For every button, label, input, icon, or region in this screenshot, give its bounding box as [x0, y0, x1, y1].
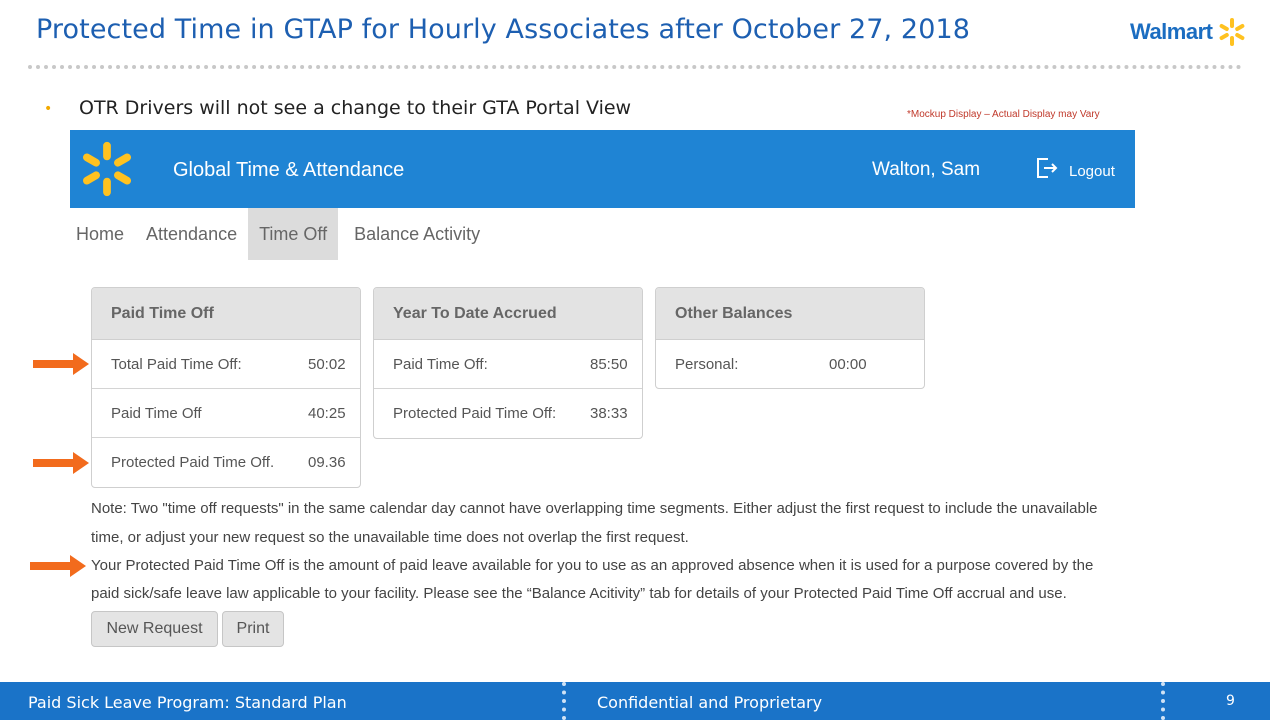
- balance-label: Personal:: [675, 356, 739, 373]
- main-nav: [70, 208, 496, 260]
- app-header: [70, 130, 1135, 208]
- protected-pto-note: Your Protected Paid Time Off is the amount of paid leave available for you to use as an approved absence when it is used for a purpose covered by the: [91, 557, 1094, 574]
- mockup-disclaimer: *Mockup Display – Actual Display may Vary: [907, 109, 1100, 120]
- balance-row: [92, 389, 360, 438]
- balance-value: 09.36: [308, 454, 346, 471]
- walmart-spark-icon: [1216, 16, 1248, 48]
- print-button[interactable]: Print: [222, 611, 284, 647]
- tab-time-off[interactable]: Time Off: [248, 208, 338, 260]
- footer-divider: [1161, 682, 1165, 720]
- title-divider: [28, 65, 1242, 69]
- logout-button[interactable]: [1034, 156, 1115, 180]
- bullet-text: OTR Drivers will not see a change to their GTA Portal View: [79, 97, 632, 119]
- balance-value: 00:00: [829, 356, 867, 373]
- callout-arrow-icon: [33, 353, 89, 375]
- card-heading: Other Balances: [656, 288, 924, 340]
- walmart-logo: [1130, 16, 1248, 48]
- callout-arrow-icon: [30, 555, 86, 577]
- note-text: Note: Two "time off requests" in the same calendar day cannot have overlapping time segments. Either adjust the first request to include the unavailable: [91, 500, 1098, 517]
- tab-balance-activity[interactable]: Balance Activity: [354, 224, 481, 244]
- card-heading: Paid Time Off: [92, 288, 360, 340]
- protected-pto-note: paid sick/safe leave law applicable to your facility. Please see the “Balance Acitivity” tab for details of your Protected Paid Time Off accrual and use.: [91, 585, 1067, 602]
- slide-title: Protected Time in GTAP for Hourly Associates after October 27, 2018: [36, 14, 971, 45]
- card-heading: Year To Date Accrued: [374, 288, 642, 340]
- footer-divider: [562, 682, 566, 720]
- balance-value: 50:02: [308, 356, 346, 373]
- page-number: 9: [1226, 693, 1235, 709]
- bullet-marker: •: [44, 101, 53, 117]
- logout-label: Logout: [1069, 162, 1115, 180]
- tab-home[interactable]: Home: [76, 224, 125, 244]
- balance-row: [374, 389, 642, 438]
- tab-attendance[interactable]: Attendance: [146, 224, 238, 244]
- balance-label: Protected Paid Time Off:: [393, 405, 557, 422]
- balance-value: 85:50: [590, 356, 628, 373]
- balance-row: [374, 340, 642, 389]
- ytd-accrued-card: [373, 287, 643, 439]
- callout-arrow-icon: [33, 452, 89, 474]
- app-title: Global Time & Attendance: [173, 159, 405, 181]
- other-balances-card: [655, 287, 925, 389]
- brand-wordmark: Walmart: [1130, 19, 1213, 44]
- user-name: Walton, Sam: [872, 159, 981, 180]
- spark-logo-icon: [76, 138, 138, 200]
- balance-value: 38:33: [590, 405, 628, 422]
- new-request-button[interactable]: New Request: [91, 611, 218, 647]
- paid-time-off-card: [91, 287, 361, 488]
- balance-value: 40:25: [308, 405, 346, 422]
- balance-label: Protected Paid Time Off.: [111, 454, 275, 471]
- balance-label: Paid Time Off:: [393, 356, 488, 373]
- balance-label: Paid Time Off: [111, 405, 202, 422]
- slide-footer: [0, 682, 1270, 720]
- balance-row: [92, 340, 360, 389]
- balance-label: Total Paid Time Off:: [111, 356, 242, 373]
- logout-icon: [1034, 156, 1058, 180]
- balance-row: [656, 340, 924, 389]
- balance-row: [92, 438, 360, 487]
- footer-confidential: Confidential and Proprietary: [597, 693, 823, 712]
- footer-program: Paid Sick Leave Program: Standard Plan: [28, 693, 347, 712]
- note-text: time, or adjust your new request so the unavailable time does not overlap the first request.: [91, 529, 689, 546]
